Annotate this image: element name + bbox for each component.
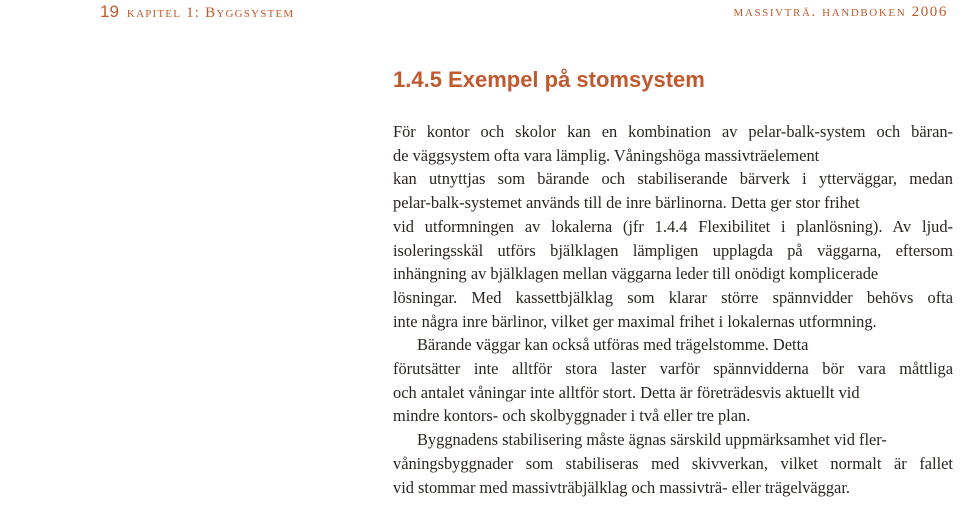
text-line: våningsbyggnader som stabiliseras med skivverkan, vilket normalt är fallet xyxy=(393,453,953,473)
text-line: de väggsystem ofta vara lämplig. Våningshöga massivträelement xyxy=(393,145,820,165)
text-line: vid utformningen av lokalerna (jfr 1.4.4 Flexibilitet i planlösning). Av ljud- xyxy=(393,216,953,236)
text-line: förutsätter inte alltför stora laster varför spännvidderna bör vara måttliga xyxy=(393,359,953,379)
chapter-label: kapitel 1: Byggsystem xyxy=(126,5,295,21)
text-line: lösningar. Med kassettbjälklag som klarar större spännvidder behövs ofta xyxy=(393,287,953,307)
book-title-label: massivträ. handboken 2006 xyxy=(733,4,948,20)
page-number: 19 xyxy=(100,2,119,21)
text-line: För kontor och skolor kan en kombination av pelar-balk-system och bäran- xyxy=(393,122,953,141)
text-line: vid stommar med massivträbjälklag och massivträ- eller trägelväggar. xyxy=(393,477,850,497)
text-line: Byggnadens stabilisering måste ägnas särskild uppmärksamhet vid fler- xyxy=(417,430,887,450)
text-line: och antalet våningar inte alltför stort. Detta är företrädesvis aktuellt vid xyxy=(393,382,860,402)
text-line: Bärande väggar kan också utföras med trägelstomme. Detta xyxy=(417,335,809,355)
text-line: mindre kontors- och skolbyggnader i två eller tre plan. xyxy=(393,406,751,426)
section-heading: 1.4.5 Exempel på stomsystem xyxy=(393,67,705,92)
paragraph-2 xyxy=(393,333,953,428)
text-line: kan utnyttjas som bärande och stabiliserande bärverk i ytterväggar, medan xyxy=(393,169,953,189)
paragraph-3 xyxy=(393,428,953,499)
paragraph-1 xyxy=(393,120,953,333)
text-line: pelar-balk-systemet används till de inre bärlinorna. Detta ger stor frihet xyxy=(393,193,860,213)
text-line: inhängning av bjälklagen mellan väggarna leder till onödigt komplicerade xyxy=(393,264,879,284)
running-header-left xyxy=(100,2,294,24)
text-line: inte några inre bärlinor, vilket ger maximal frihet i lokalernas utformning. xyxy=(393,311,877,331)
text-line: isoleringsskäl utförs bjälklagen lämpligen upplagda på väggarna, eftersom xyxy=(393,240,953,260)
body-text xyxy=(393,120,953,499)
